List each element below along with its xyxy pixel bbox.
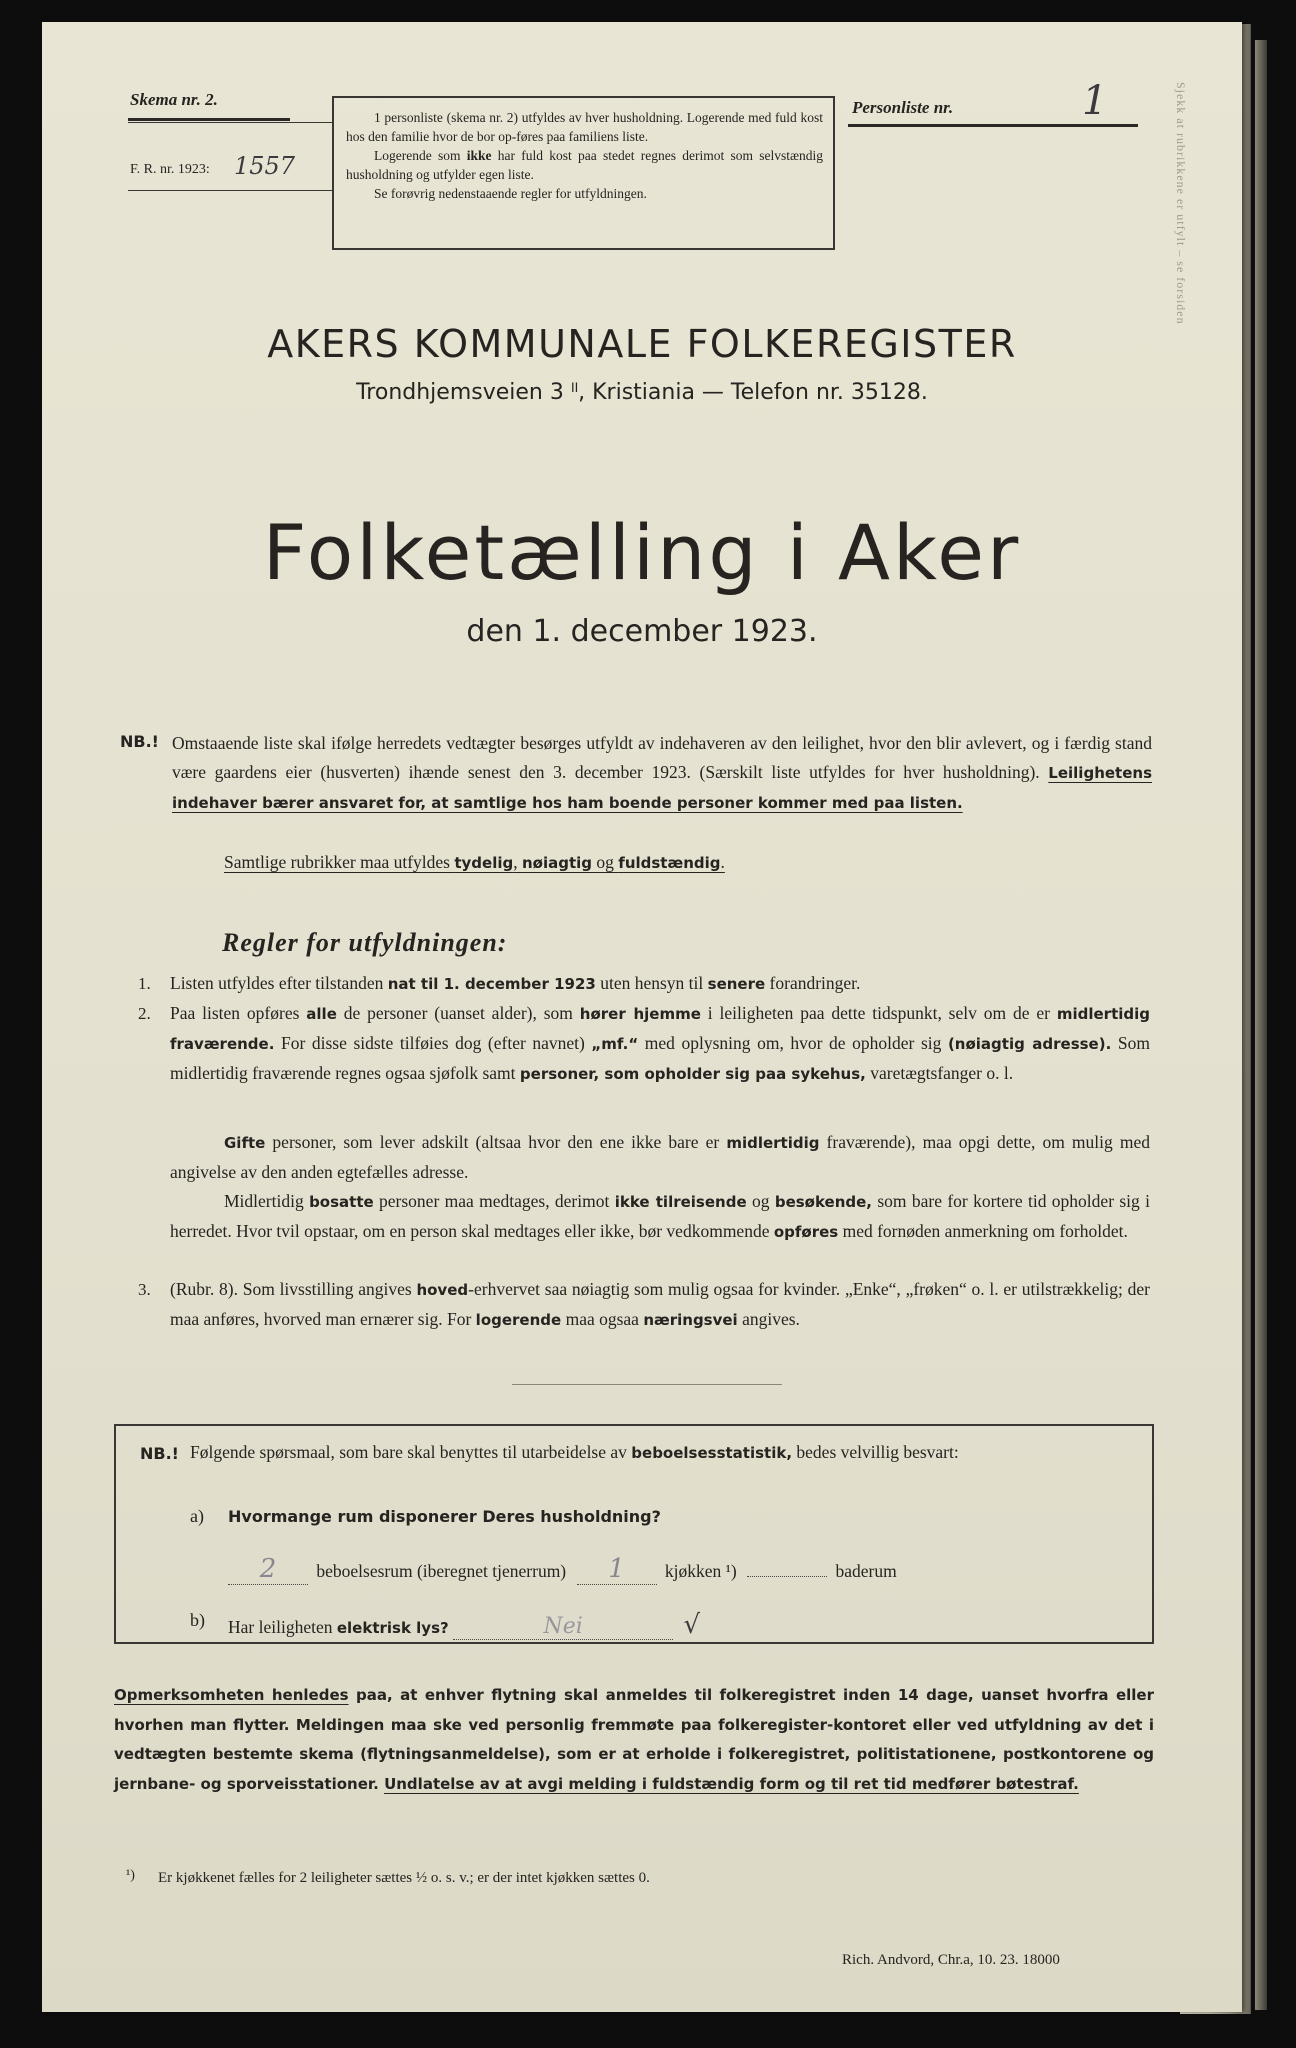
rooms-answer-row bbox=[228, 1554, 897, 1585]
kitchen-label: kjøkken ¹) bbox=[664, 1561, 737, 1581]
footnote-text: Er kjøkkenet fælles for 2 leiligheter sættes ½ o. s. v.; er der intet kjøkken sættes 0. bbox=[158, 1870, 650, 1886]
nb-label-2: NB.! bbox=[140, 1444, 179, 1463]
bath-label: baderum bbox=[835, 1561, 897, 1581]
rule-2: Paa listen opføres alle de personer (uanset alder), som hører hjemme i leiligheten paa dette tidspunkt, selv om de er midlertidig fraværende. For disse sidste tilføies dog (efter navnet) „mf.“ med oplysning om, hvor de opholder sig (nøiagtig adresse). Som midlertidig fraværende regnes ogsaa sjøfolk samt personer, som opholder sig paa sykehus, varetægtsfanger o. l. bbox=[170, 1003, 1151, 1083]
skema-rule-2 bbox=[128, 122, 332, 123]
question-a-text: Hvormange rum disponerer Deres husholdning? bbox=[228, 1507, 661, 1526]
question-a-label: a) bbox=[190, 1506, 204, 1526]
question-b-text: Har leiligheten elektrisk lys? Nei √ bbox=[228, 1610, 701, 1640]
skema-rule bbox=[128, 118, 290, 121]
rule-1: Listen utfyldes efter tilstanden nat til 1. december 1923 uten hensyn til senere forandringer. bbox=[170, 973, 861, 993]
nb-label-1: NB.! bbox=[120, 732, 159, 751]
footnote-mark: ¹) bbox=[126, 1868, 135, 1883]
moving-notice: Opmerksomheten henledes paa, at enhver flytning skal anmeldes til folkeregistret inden 14 dage, uanset hvorfra eller hvorhen man flytter. Meldingen maa ske ved personlig fremmøte paa folkeregister-kontoret eller ved utfyldning av det i vedtægten bestemte skema (flytningsanmeldelse), som er at erholde i folkeregistret, politistationene, postkontorene og jernbane- og sporveisstationer. Undlatelse av at avgi melding i fuldstændig form og til ret tid medfører bøtestraf. bbox=[114, 1686, 1154, 1793]
census-form-page bbox=[42, 22, 1242, 2012]
bath-value bbox=[747, 1576, 827, 1577]
section-divider bbox=[512, 1384, 782, 1385]
census-date: den 1. december 1923. bbox=[466, 614, 818, 649]
rule-3: (Rubr. 8). Som livsstilling angives hoved-erhvervet saa nøiagtig som mulig ogsaa for kvinder. „Enke“, „frøken“ o. l. er utilstrækkelig; der maa anføres, hvorved man ernærer sig. For logerende maa ogsaa næringsvei angives. bbox=[170, 1279, 1150, 1329]
instruction-line-2: Logerende som ikke har fuld kost paa stedet regnes derimot som selvstændig husholdning og utfylder egen liste. bbox=[346, 148, 823, 182]
housing-statistics-box bbox=[114, 1424, 1154, 1644]
nb-paragraph-1b: Samtlige rubrikker maa utfyldes tydelig, nøiagtig og fuldstændig. bbox=[224, 852, 725, 872]
personliste-value: 1 bbox=[1082, 78, 1108, 124]
rule-1-number: 1. bbox=[138, 974, 151, 993]
page-title: Folketælling i Aker bbox=[262, 508, 1022, 597]
side-stamp: Sjekk at rubrikkene er utfylt – se forsiden bbox=[1174, 82, 1188, 325]
rules-heading: Regler for utfyldningen: bbox=[222, 928, 508, 957]
rule-3-number: 3. bbox=[138, 1280, 151, 1299]
kitchen-value: 1 bbox=[577, 1554, 657, 1585]
instruction-line-1: 1 personliste (skema nr. 2) utfyldes av hver husholdning. Logerende med fuld kost hos den familie hvor de bor op-føres paa familiens liste. bbox=[346, 110, 823, 144]
fr-number-label: F. R. nr. 1923: bbox=[130, 162, 210, 177]
personliste-rule bbox=[848, 124, 1138, 127]
nb-paragraph-1: Omstaaende liste skal ifølge herredets vedtægter besørges utfyldt av indehaveren av den leilighet, hvor den blir avlevert, og i færdig stand være gaardens eier (husverten) ihænde senest den 3. december 1923. (Særskilt liste utfyldes for hver husholdning). Leilighetens indehaver bærer ansvaret for, at samtlige hos ham boende personer kommer med paa listen. bbox=[172, 733, 1152, 812]
rule-2-paragraph-2: Gifte personer, som lever adskilt (altsaa hvor den ene ikke bare er midlertidig fraværende), maa opgi dette, om mulig med angivelse av den anden egtefælles adresse. bbox=[170, 1132, 1150, 1182]
personliste-label: Personliste nr. bbox=[852, 98, 954, 117]
fr-number-value: 1557 bbox=[234, 152, 296, 180]
org-address: Trondhjemsveien 3 ˡˡ, Kristiania — Telefon nr. 35128. bbox=[356, 380, 928, 405]
skema-number: Skema nr. 2. bbox=[130, 90, 218, 109]
housing-intro: Følgende spørsmaal, som bare skal benyttes til utarbeidelse av beboelsesstatistik, bedes velvillig besvart: bbox=[190, 1442, 959, 1462]
electric-light-checkmark: √ bbox=[683, 1610, 701, 1640]
printer-imprint: Rich. Andvord, Chr.a, 10. 23. 18000 bbox=[842, 1952, 1060, 1968]
rooms-value: 2 bbox=[228, 1554, 308, 1585]
instruction-box bbox=[332, 96, 835, 250]
page-stack-shadow bbox=[1255, 40, 1267, 2010]
rooms-label: beboelsesrum (iberegnet tjenerrum) bbox=[316, 1561, 567, 1581]
electric-light-value: Nei bbox=[453, 1614, 673, 1640]
org-name: AKERS KOMMUNALE FOLKEREGISTER bbox=[267, 322, 1017, 366]
fr-number-rule bbox=[128, 190, 332, 191]
rule-2-number: 2. bbox=[138, 1004, 151, 1023]
question-b-label: b) bbox=[190, 1610, 205, 1630]
instruction-line-3: Se forøvrig nedenstaaende regler for utfyldningen. bbox=[374, 186, 647, 201]
rule-2-paragraph-3: Midlertidig bosatte personer maa medtages, derimot ikke tilreisende og besøkende, som bare for kortere tid opholder sig i herredet. Hvor tvil opstaar, om en person skal medtages eller ikke, bør vedkommende opføres med fornøden anmerkning om forholdet. bbox=[170, 1191, 1150, 1241]
